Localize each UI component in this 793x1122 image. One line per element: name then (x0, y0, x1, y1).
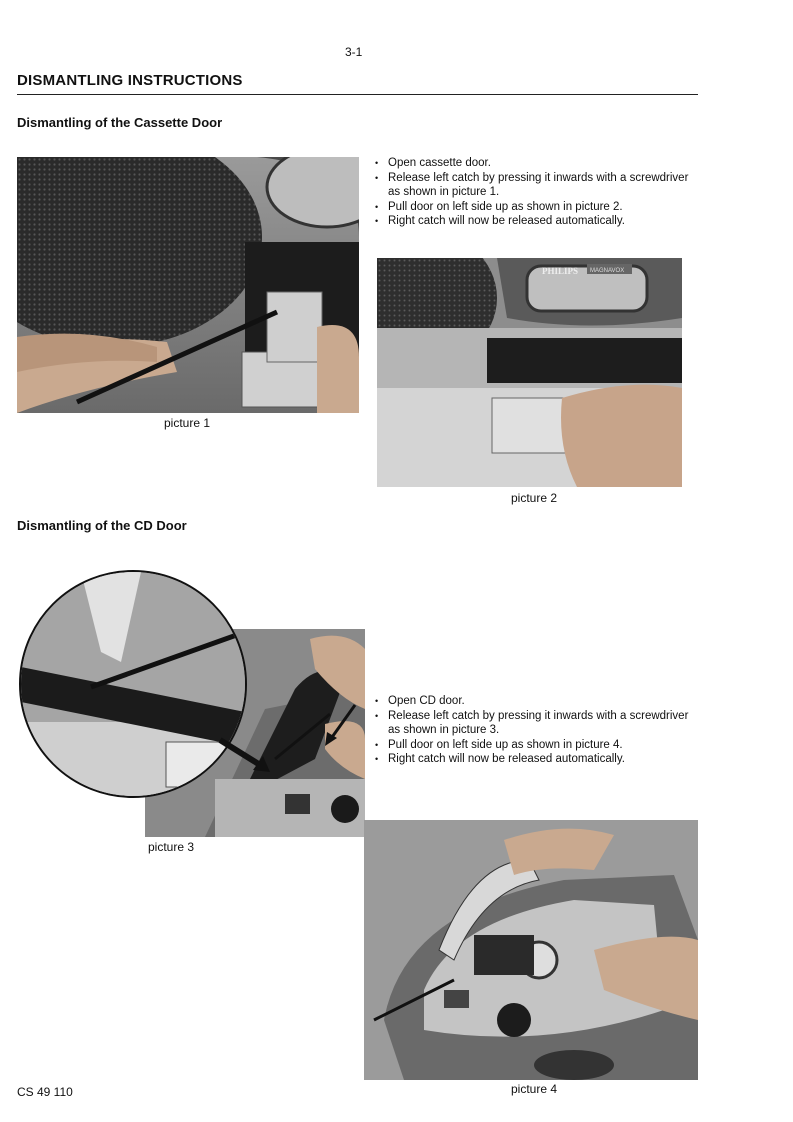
cd-step-1: • Open CD door. (375, 694, 695, 709)
cd-step-3: • Pull door on left side up as shown in picture 4. (375, 738, 695, 753)
picture-1-caption: picture 1 (164, 416, 211, 430)
brand-badge: MAGNAVOX (590, 268, 625, 274)
cassette-step-1: • Open cassette door. (375, 156, 695, 171)
picture-4-image (364, 820, 698, 1080)
picture-1-image (17, 157, 359, 413)
picture-3-caption: picture 3 (148, 840, 195, 854)
arrow-icon (215, 700, 365, 780)
cassette-step-3: • Pull door on left side up as shown in picture 2. (375, 200, 695, 215)
cd-steps-list (375, 694, 695, 767)
document-code: CS 49 110 (17, 1085, 73, 1099)
picture-4-caption: picture 4 (511, 1082, 558, 1096)
title-rule (17, 94, 698, 95)
picture-3-magnifier (19, 570, 247, 798)
cassette-step-2: • Release left catch by pressing it inwards with a screwdriver as shown in picture 1. (375, 171, 695, 200)
cassette-step-4: • Right catch will now be released automatically. (375, 214, 695, 229)
cassette-steps-list (375, 156, 695, 229)
brand-logo: PHILIPS (542, 266, 579, 276)
page-number: 3-1 (345, 45, 363, 59)
cd-step-2: • Release left catch by pressing it inwards with a screwdriver as shown in picture 3. (375, 709, 695, 738)
cassette-section-heading: Dismantling of the Cassette Door (17, 115, 223, 130)
picture-2-caption: picture 2 (511, 491, 558, 505)
picture-2-image (377, 258, 682, 487)
cd-step-4: • Right catch will now be released automatically. (375, 752, 695, 767)
cd-section-heading: Dismantling of the CD Door (17, 518, 187, 533)
page-title: DISMANTLING INSTRUCTIONS (17, 72, 243, 89)
